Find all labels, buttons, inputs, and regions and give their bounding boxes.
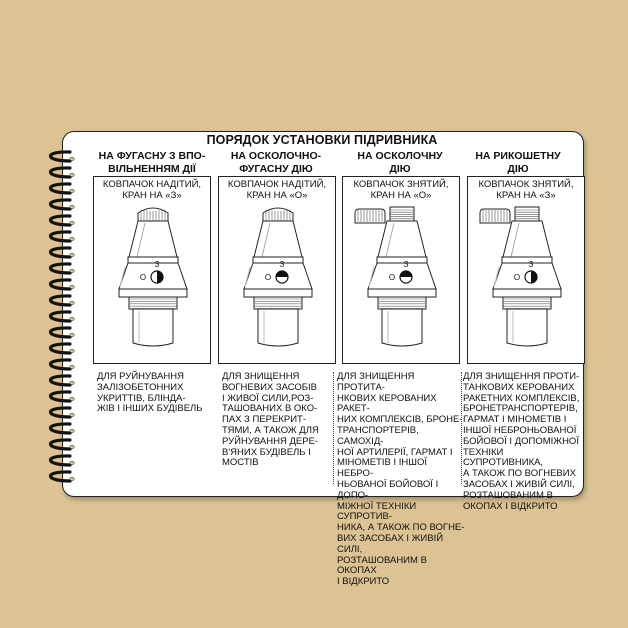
column-description: ДЛЯ ЗНИЩЕННЯ ПРОТИ- ТАНКОВИХ КЕРОВАНИХ РАКЕТНИХ КОМПЛЕКСІВ, БРОНЕТРАНСПОРТЕРІВ, ГАРМАТ І МІНОМЕТІВ І ІНШОЇ НЕБРОНЬОВАНОЇ БОЙОВОЇ І ДОПОМІЖНОЇ ТЕХНІКИ СУПРОТИВНИКА, А ТАКОЖ ПО ВОГНЕВИХ ЗАСОБАХ І ЖИВІЙ СИЛІ, РОЗТАШОВАНИМ В ОКОПАХ І ВІДКРИТО bbox=[463, 371, 580, 512]
spiral-ring bbox=[51, 312, 71, 321]
fuze-body bbox=[254, 221, 302, 257]
spiral-ring bbox=[51, 232, 71, 241]
spiral-ring bbox=[51, 472, 71, 481]
fuze-panel-3 bbox=[342, 176, 460, 364]
fuze-panel-2 bbox=[218, 176, 336, 364]
panel-caption: КОВПАЧОК ЗНЯТИЙ, КРАН НА «З» bbox=[478, 179, 574, 201]
fuze-illustration bbox=[94, 177, 212, 365]
fuze-body bbox=[378, 221, 426, 257]
fuze-illustration bbox=[219, 177, 337, 365]
column-fragmentation-high-explosive bbox=[216, 150, 336, 176]
binding-hole bbox=[70, 237, 74, 240]
dial-label-zero: О bbox=[139, 273, 147, 282]
column-heading: НА ОСКОЛОЧНО- ФУГАСНУ ДІЮ bbox=[230, 150, 322, 175]
fuze-panel-4 bbox=[467, 176, 585, 364]
binding-hole bbox=[70, 381, 74, 384]
spiral-ring bbox=[51, 376, 71, 385]
binding-hole bbox=[70, 253, 74, 256]
binding-hole bbox=[70, 349, 74, 352]
spiral-ring bbox=[51, 184, 71, 193]
binding-hole bbox=[70, 317, 74, 320]
spiral-ring bbox=[51, 216, 71, 225]
binding-hole bbox=[70, 301, 74, 304]
spiral-ring bbox=[51, 456, 71, 465]
spiral-ring bbox=[51, 440, 71, 449]
fuze-body bbox=[129, 221, 177, 257]
binding-hole bbox=[70, 221, 74, 224]
column-description: ДЛЯ РУЙНУВАННЯ ЗАЛІЗОБЕТОННИХ УКРИТТІВ, БЛІНДА- ЖІВ І ІНШИХ БУДІВЕЛЬ bbox=[97, 371, 203, 415]
dial-label-mark: З bbox=[528, 260, 534, 269]
spiral-ring bbox=[51, 248, 71, 257]
binding-hole bbox=[70, 157, 74, 160]
spiral-ring bbox=[51, 328, 71, 337]
binding-hole bbox=[70, 397, 74, 400]
fuze-body bbox=[503, 221, 551, 257]
spiral-ring bbox=[51, 360, 71, 369]
spiral-ring bbox=[51, 392, 71, 401]
column-description: ДЛЯ ЗНИЩЕННЯ ВОГНЕВИХ ЗАСОБІВ І ЖИВОЇ СИЛИ,РОЗ- ТАШОВАНИХ В ОКО- ПАХ З ПЕРЕКРИТ- ТЯМИ, А ТАКОЖ ДЛЯ РУЙНУВАННЯ ДЕРЕ- В'ЯНИХ БУДІВЕЛЬ І МОСТІВ bbox=[222, 371, 319, 469]
column-heading: НА ОСКОЛОЧНУ ДІЮ bbox=[357, 150, 443, 175]
dial-label-zero: О bbox=[264, 273, 272, 282]
page-title: ПОРЯДОК УСТАНОВКИ ПІДРИВНИКА bbox=[206, 133, 438, 147]
binding-hole bbox=[70, 477, 74, 480]
spiral-ring bbox=[51, 264, 71, 273]
binding-hole bbox=[70, 429, 74, 432]
spiral-ring bbox=[51, 200, 71, 209]
fuze-panel-1 bbox=[93, 176, 211, 364]
binding-hole bbox=[70, 189, 74, 192]
spiral-ring bbox=[51, 280, 71, 289]
column-heading: НА ФУГАСНУ З ВПО- ВІЛЬНЕННЯМ ДІЇ bbox=[98, 150, 206, 175]
binding-hole bbox=[70, 205, 74, 208]
binding-hole bbox=[70, 333, 74, 336]
spiral-ring bbox=[51, 168, 71, 177]
column-heading: НА РИКОШЕТНУ ДІЮ bbox=[475, 150, 561, 175]
column-ricochet bbox=[458, 150, 578, 176]
dial-label-mark: З bbox=[279, 260, 285, 269]
column-fragmentation bbox=[340, 150, 460, 176]
spiral-binding bbox=[40, 150, 86, 490]
spiral-ring bbox=[51, 344, 71, 353]
column-divider bbox=[461, 372, 462, 484]
spiral-ring bbox=[51, 296, 71, 305]
binding-hole bbox=[70, 461, 74, 464]
panel-caption: КОВПАЧОК ЗНЯТИЙ, КРАН НА «О» bbox=[353, 179, 449, 201]
column-delayed-high-explosive bbox=[92, 150, 212, 176]
binding-hole bbox=[70, 269, 74, 272]
column-divider bbox=[333, 372, 334, 484]
fuze-illustration bbox=[343, 177, 461, 365]
column-description: ДЛЯ ЗНИЩЕННЯ ПРОТИТА- НКОВИХ КЕРОВАНИХ РАКЕТ- НИХ КОМПЛЕКСІВ, БРОНЕ- ТРАНСПОРТЕРІВ, САМОХІД- НОЇ АРТИЛЕРІЇ, ГАРМАТ І МІНОМЕТІВ І ІНШОЇ НЕБРО- НЬОВАНОЇ БОЙОВОЇ І ДОПО- МІЖНОЇ ТЕХНІКИ СУПРОТИВ- НИКА, А ТАКОЖ ПО ВОГНЕ- ВИХ ЗАСОБАХ І ЖИВІЙ СИЛІ, РОЗТАШОВАНИМ В ОКОПАХ І ВІДКРИТО bbox=[337, 371, 465, 588]
panel-caption: КОВПАЧОК НАДІТИЙ, КРАН НА «О» bbox=[227, 179, 327, 201]
dial-label-mark: З bbox=[403, 260, 409, 269]
dial-label-zero: О bbox=[388, 273, 396, 282]
binding-hole bbox=[70, 365, 74, 368]
spiral-ring bbox=[51, 152, 71, 161]
binding-hole bbox=[70, 413, 74, 416]
panel-caption: КОВПАЧОК НАДІТИЙ, КРАН НА «З» bbox=[102, 179, 202, 201]
binding-hole bbox=[70, 173, 74, 176]
fuze-illustration bbox=[468, 177, 586, 365]
dial-label-zero: О bbox=[513, 273, 521, 282]
binding-hole bbox=[70, 445, 74, 448]
binding-hole bbox=[70, 285, 74, 288]
spiral-ring bbox=[51, 424, 71, 433]
dial-label-mark: З bbox=[154, 260, 160, 269]
spiral-ring bbox=[51, 408, 71, 417]
